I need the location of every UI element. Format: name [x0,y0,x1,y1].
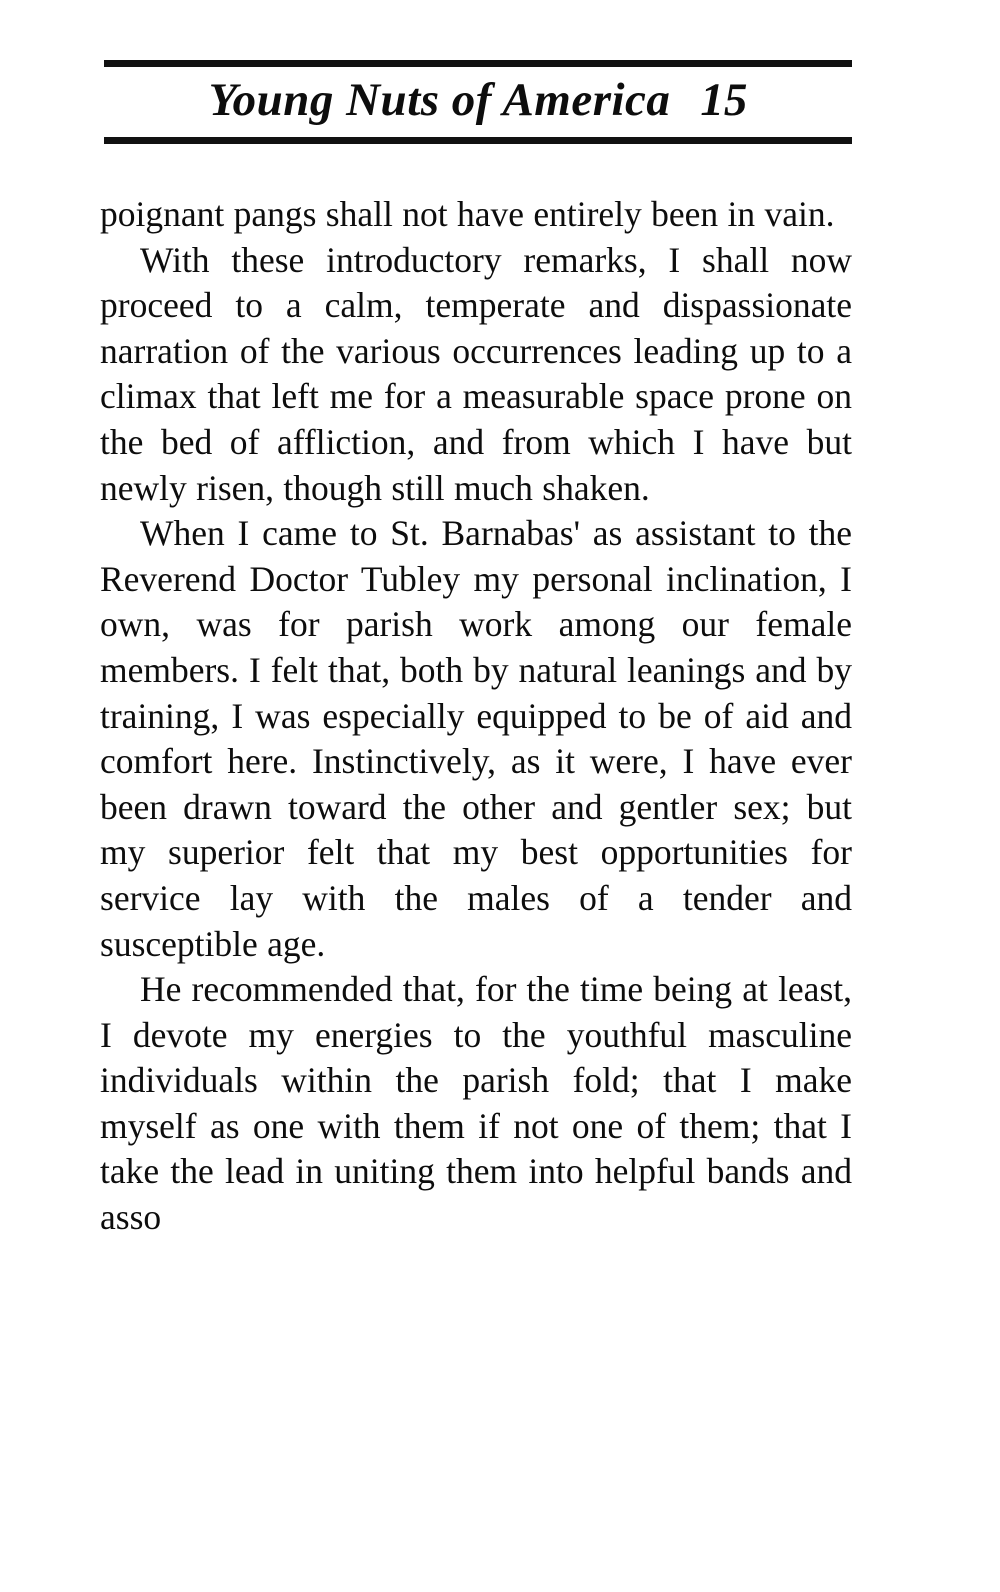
page-number: 15 [700,74,748,126]
running-head [104,67,852,137]
page-body [100,192,852,1241]
page-header [104,60,852,144]
paragraph: With these introductory remarks, I shall now proceed to a calm, temperate and dispassionate narration of the various occurrences leading up to a climax that left me for a measurable space prone on the bed of affliction, and from which I have but newly risen, though still much shaken. [100,239,852,508]
paragraph: When I came to St. Barnabas' as assistant to the Reverend Doctor Tubley my personal inclination, I own, was for parish work among our female members. I felt that, both by natural leanings and by training, I was especially equipped to be of aid and comfort here. Instinctively, as it were, I have ever been drawn toward the other and gentler sex; but my superior felt that my best opportunities for service lay with the males of a tender and susceptible age. [100,513,852,964]
paragraph: poignant pangs shall not have entirely been in vain. [100,194,835,234]
paragraph: He recommended that, for the time being at least, I devote my energies to the youthful masculine individuals within the parish fold; that I make myself as one with them if not one of them; that I take the lead in uniting them into helpful bands and asso [100,969,852,1238]
header-rule-bottom [104,137,852,144]
header-rule-top [104,60,852,67]
running-title: Young Nuts of America [208,74,671,126]
